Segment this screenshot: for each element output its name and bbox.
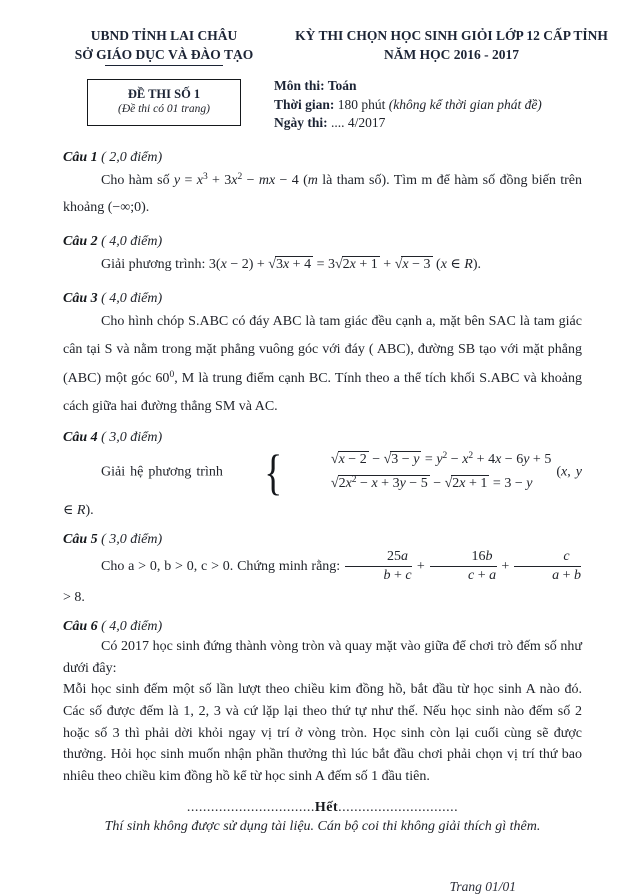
question-2-body: Giải phương trình: 3(x − 2) + √3x + 4 = 3√2x + 1 + √x − 3 (x ∈ R).	[63, 251, 582, 278]
question-2	[63, 232, 582, 278]
authority-line2: SỞ GIÁO DỤC VÀ ĐÀO TẠO	[64, 45, 264, 64]
question-6-points: ( 4,0 điểm)	[98, 619, 163, 634]
question-3-heading	[63, 289, 582, 308]
date-value: .... 4/2017	[328, 115, 386, 130]
question-3	[63, 289, 582, 422]
exam-number-box	[87, 79, 241, 126]
page-number: Trang 01/01	[63, 879, 516, 895]
question-4-points: ( 3,0 điểm)	[98, 430, 163, 445]
questions-section	[63, 148, 582, 895]
authority-underline	[105, 65, 223, 66]
question-4-body: Giải hệ phương trình { $√x - 2 - √3 - y = y^2 - x^2 + 4x - 6y + 5$ $√2x^2 - x + 3y - 5 - √2x + 1 = 3 - y$ (x, y ∈ R).	[63, 447, 582, 525]
question-6-heading	[63, 617, 582, 636]
authority-line1: UBND TỈNH LAI CHÂU	[64, 26, 264, 45]
question-5-number: Câu 5	[63, 532, 98, 547]
question-1-heading	[63, 148, 582, 167]
exam-header	[64, 26, 635, 133]
time-note: (không kể thời gian phát đề)	[389, 97, 542, 112]
question-5-points: ( 3,0 điểm)	[98, 532, 163, 547]
question-3-number: Câu 3	[63, 291, 98, 306]
question-2-heading	[63, 232, 582, 251]
time-line	[274, 96, 635, 115]
question-5	[63, 530, 582, 611]
question-4	[63, 428, 582, 525]
subject-label: Môn thi:	[274, 78, 325, 93]
question-5-body: Cho a > 0, b > 0, c > 0. Chứng minh rằng: $\frac{25a}{b + c}$ + $\frac{16b}{c + a}$ + $\frac{c}{a + b}$ > 8.	[63, 549, 582, 611]
question-1	[63, 148, 582, 221]
question-5-heading	[63, 530, 582, 549]
subject-line	[274, 77, 635, 96]
exam-info-block	[274, 77, 635, 133]
subject-value: Toán	[325, 78, 357, 93]
exam-footer	[63, 800, 582, 895]
question-1-points: ( 2,0 điểm)	[98, 150, 163, 165]
question-6-body: Có 2017 học sinh đứng thành vòng tròn và quay mặt vào giữa để chơi trò đếm số như dưới đây: Mỗi học sinh đếm một số lần lượt theo chiều kim đồng hồ, bắt đầu từ học sinh A nào đó. Các số được đếm là 1, 2, 3 và cứ lặp lại theo thứ tự như thế. Nếu học sinh nào đếm số 2 hoặc số 3 thì phải dời khỏi ngay vị trí ở vòng tròn. Học sinh còn lại cuối cùng sẽ được thưởng. Hỏi học sinh muốn nhận phần thưởng thì lúc bắt đầu chơi phải chọn vị trí thứ bao nhiêu theo chiều kim đồng hồ kể từ học sinh A đếm số 1 đầu tiên.	[63, 636, 582, 787]
exam-title-line1: KỲ THI CHỌN HỌC SINH GIỎI LỚP 12 CẤP TỈNH	[268, 26, 635, 45]
question-2-points: ( 4,0 điểm)	[98, 234, 163, 249]
exam-title-line2: NĂM HỌC 2016 - 2017	[268, 45, 635, 64]
exam-number-subtitle: (Đề thi có 01 trang)	[90, 102, 238, 117]
question-4-heading	[63, 428, 582, 447]
end-of-exam-line: ................................Hết..............................	[63, 800, 582, 816]
question-6	[63, 617, 582, 787]
question-1-number: Câu 1	[63, 150, 98, 165]
question-6-number: Câu 6	[63, 619, 98, 634]
exam-number-title: ĐỀ THI SỐ 1	[90, 86, 238, 102]
footer-note: Thí sinh không được sử dụng tài liệu. Cán bộ coi thi không giải thích gì thêm.	[63, 819, 582, 835]
question-1-body: Cho hàm số $y = x^3 + 3x^2$ − mx − 4 (m là tham số). Tìm m để hàm số đồng biến trên khoảng (−∞;0).	[63, 167, 582, 221]
time-value: 180 phút	[334, 97, 388, 112]
question-4-number: Câu 4	[63, 430, 98, 445]
date-line	[274, 114, 635, 133]
question-3-body: Cho hình chóp S.ABC có đáy ABC là tam giác đều cạnh a, mặt bên SAC là tam giác cân tại S và nằm trong mặt phẳng vuông góc với đáy ( ABC), đường SB tạo với mặt phẳng (ABC) một góc $60^0$, M là trung điểm cạnh BC. Tính theo a thể tích khối S.ABC và khoảng cách giữa hai đường thẳng SM và AC.	[63, 308, 582, 422]
issuing-authority-block	[64, 26, 264, 133]
question-3-points: ( 4,0 điểm)	[98, 291, 163, 306]
exam-title-block	[264, 26, 635, 133]
question-2-number: Câu 2	[63, 234, 98, 249]
date-label: Ngày thi:	[274, 115, 328, 130]
time-label: Thời gian:	[274, 97, 334, 112]
